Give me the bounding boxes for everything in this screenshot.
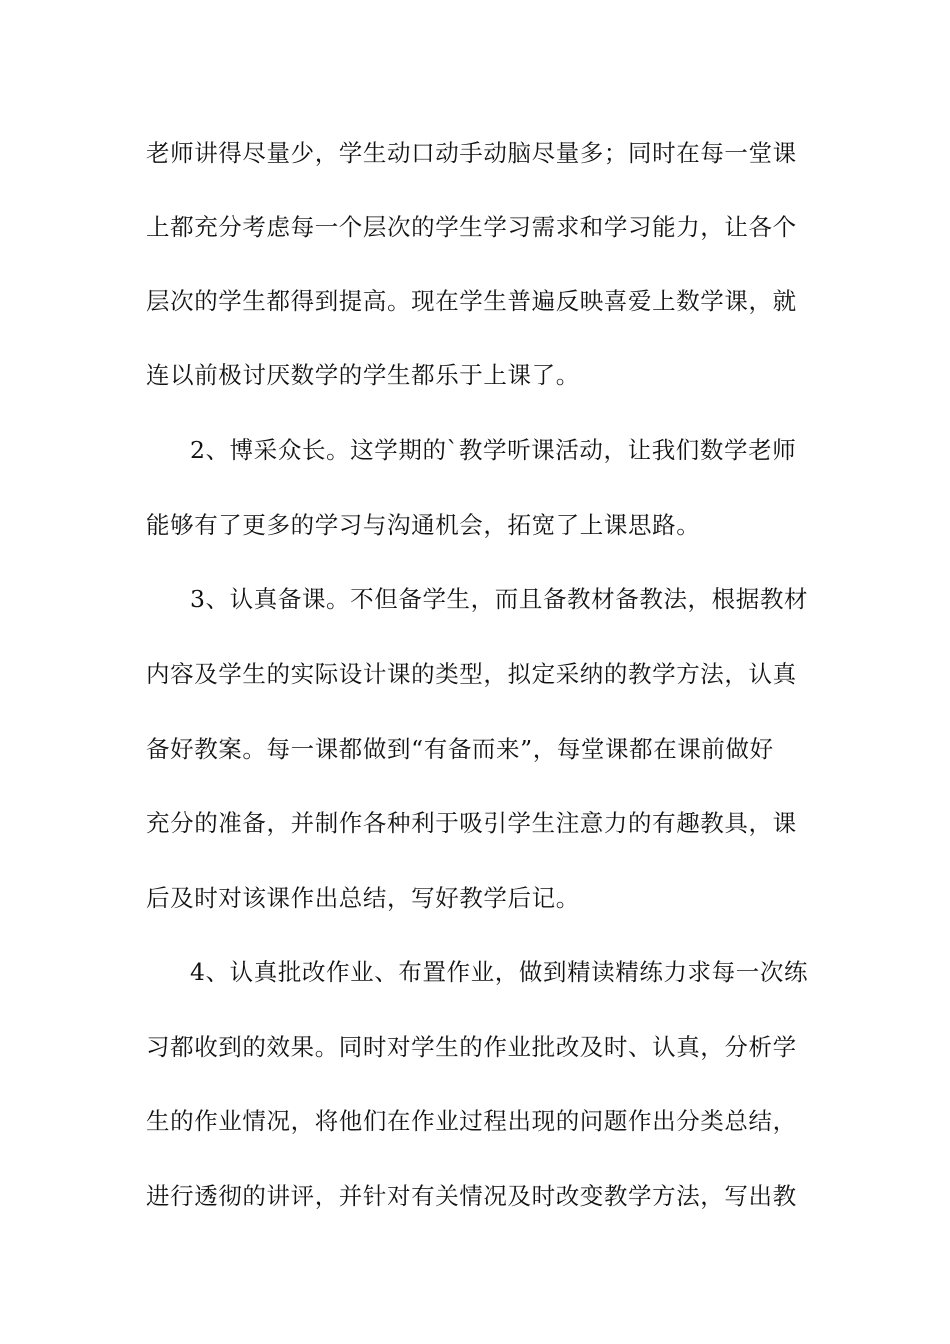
text-line: 备好教案。每一课都做到“有备而来”，每堂课都在课前做好 — [146, 735, 774, 763]
text-line-paragraph-start: 2、博采众长。这学期的`教学听课活动，让我们数学老师 — [190, 436, 797, 464]
text-line: 内容及学生的实际设计课的类型，拟定采纳的教学方法，认真 — [146, 660, 797, 688]
text-line-paragraph-start: 3、认真备课。不但备学生，而且备教材备教法，根据教材 — [190, 585, 809, 613]
text-line: 连以前极讨厌数学的学生都乐于上课了。 — [146, 361, 580, 389]
text-line: 充分的准备，并制作各种利于吸引学生注意力的有趣教具，课 — [146, 809, 797, 837]
text-line: 生的作业情况，将他们在作业过程出现的问题作出分类总结， — [146, 1107, 797, 1135]
text-line: 老师讲得尽量少，学生动口动手动脑尽量多；同时在每一堂课 — [146, 139, 797, 167]
text-line: 层次的学生都得到提高。现在学生普遍反映喜爱上数学课，就 — [146, 287, 797, 315]
text-line: 进行透彻的讲评，并针对有关情况及时改变教学方法，写出教 — [146, 1182, 797, 1210]
text-line-paragraph-start: 4、认真批改作业、布置作业，做到精读精练力求每一次练 — [190, 958, 809, 986]
text-line: 后及时对该课作出总结，写好教学后记。 — [146, 884, 580, 912]
text-line: 习都收到的效果。同时对学生的作业批改及时、认真，分析学 — [146, 1033, 797, 1061]
text-line: 上都充分考虑每一个层次的学生学习需求和学习能力，让各个 — [146, 213, 797, 241]
text-line: 能够有了更多的学习与沟通机会，拓宽了上课思路。 — [146, 511, 701, 539]
